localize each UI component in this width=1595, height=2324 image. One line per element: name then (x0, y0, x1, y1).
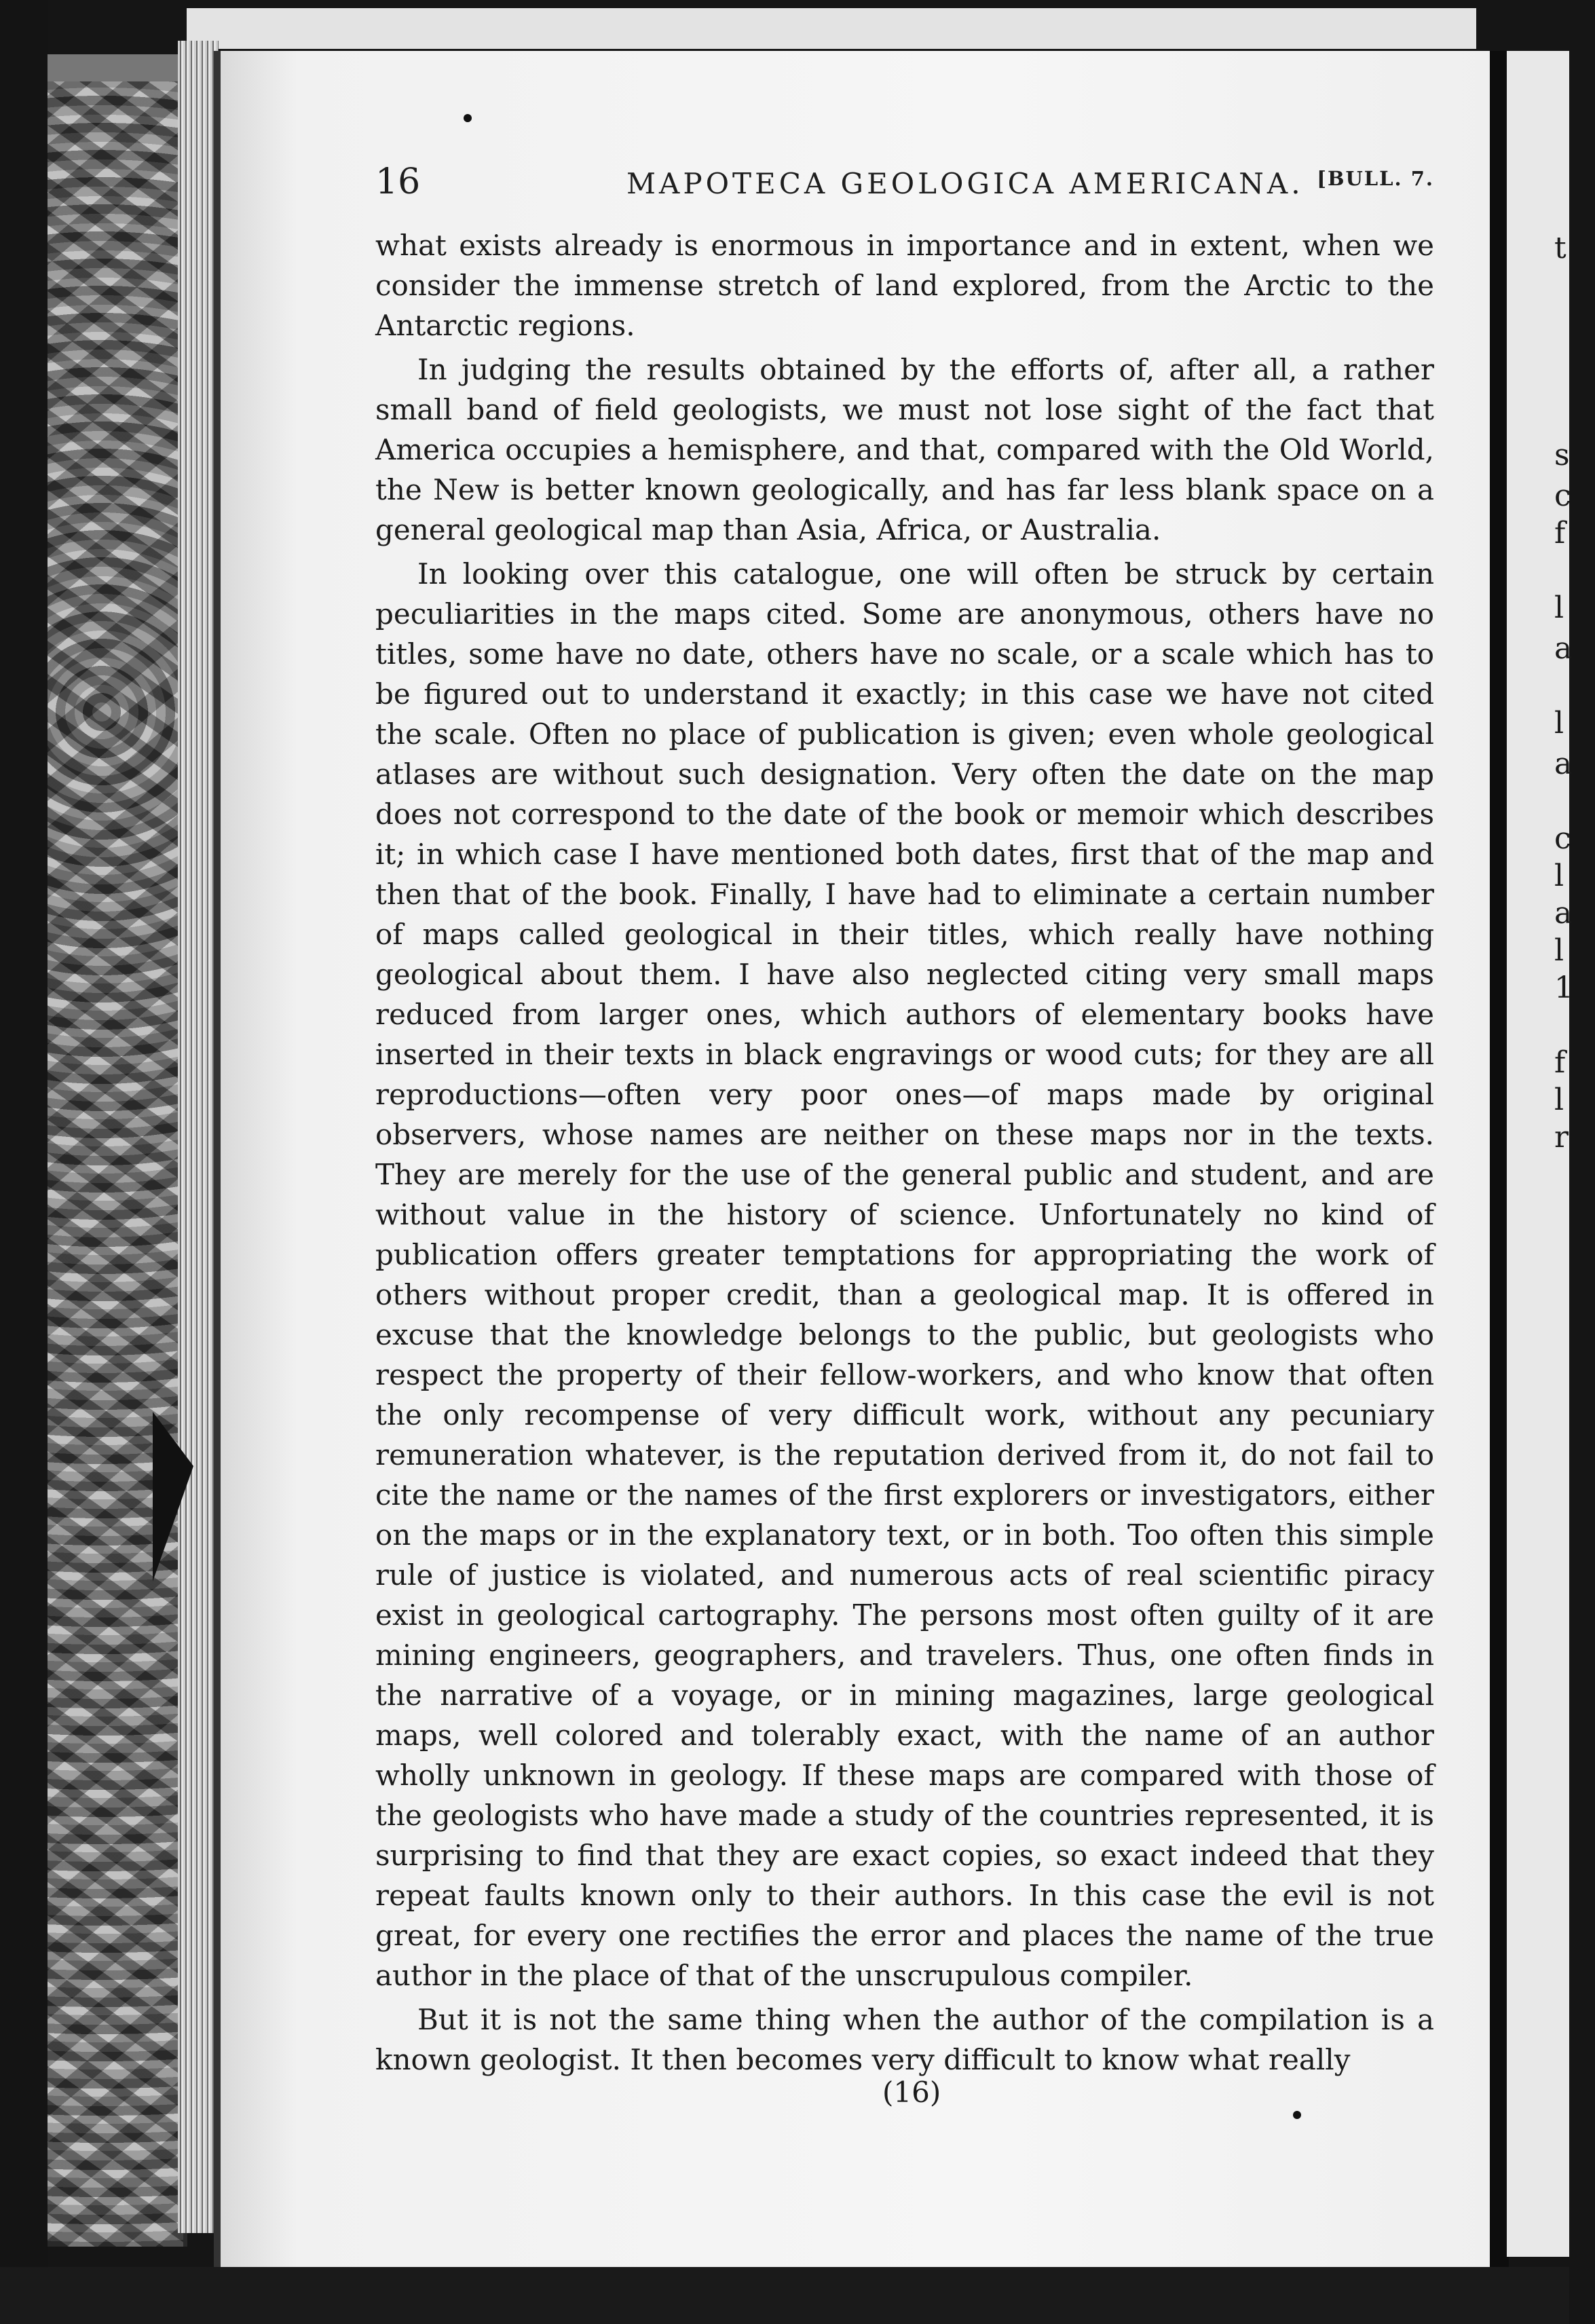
running-title: MAPOTECA GEOLOGICA AMERICANA. (626, 167, 1304, 200)
adjacent-fragment: a (1554, 896, 1573, 931)
adjacent-fragment: l (1554, 1083, 1564, 1117)
bookmark-ribbon (153, 1412, 193, 1581)
adjacent-fragment: s (1554, 438, 1570, 472)
paragraph: In judging the results obtained by the efforts of, after all, a rather small band of field geologists, we must not lose sight of the fact that America occupies a hemisphere, and that, compared with the Old World, the New is better known geologically, and has far less blank space on a general geological map than Asia, Africa, or Australia. (375, 353, 1434, 546)
binding-corner (48, 54, 190, 81)
ink-speck (1293, 2111, 1301, 2119)
page-header (375, 162, 1434, 209)
adjacent-fragment: l (1554, 706, 1564, 741)
scan-background-bottom (0, 2267, 1569, 2324)
adjacent-fragment: l (1554, 933, 1564, 968)
bulletin-label: [BULL. 7. (1317, 167, 1434, 190)
paragraph: what exists already is enormous in importance and in extent, when we consider the immense stretch of land explored, from the Arctic to the Antarctic regions. (375, 229, 1434, 342)
marbled-binding-edge (48, 54, 187, 2247)
page-stack-edges (178, 41, 219, 2233)
adjacent-fragment: a (1554, 747, 1573, 781)
paragraph: But it is not the same thing when the author of the compilation is a known geologist. It then becomes very difficult to know what really (375, 2003, 1434, 2076)
adjacent-fragment: c (1554, 479, 1571, 513)
adjacent-fragment: a (1554, 631, 1573, 666)
adjacent-fragment: 1 (1554, 971, 1573, 1005)
paragraph: In looking over this catalogue, one will often be struck by certain peculiarities in the maps cited. Some are anonymous, others have no titles, some have no date, others have no scale, or a scale which has to be figured out to understand it exactly; in this case we have not cited the scale. Often no place of publication is given; even whole geological atlases are without such designation. Very often the date on the map does not correspond to the date of the book or memoir which describes it; in which case I have mentioned both dates, first that of the map and then that of the book. Finally, I have had to eliminate a certain number of maps called geological in their titles, which really have nothing geological about them. I have also neglected citing very small maps reduced from larger ones, which authors of elementary books have inserted in their texts in black engravings or wood cuts; for they are all reproductions—often very poor ones—of maps made by original observers, whose names are neither on these maps nor in the texts. They are merely for the use of the general public and student, and are without value in the history of science. Unfortunately no kind of publication offers greater temptations for appropriating the work of others without proper credit, than a geological map. It is offered in excuse that the knowledge belongs to the public, but geologists who respect the property of their fellow-workers, and who know that often the only recompense of very difficult work, without any pecuniary remuneration whatever, is the reputation derived from it, do not fail to cite the name or the names of the first explorers or investigators, either on the maps or in the explanatory text, or in both. Too often this simple rule of justice is violated, and numerous acts of real scientific piracy exist in geological cartography. The persons most often guilty of it are mining engineers, geographers, and travelers. Thus, one often finds in the narrative of a voyage, or in mining magazines, large geological maps, well colored and tolerably exact, with the name of an author wholly unknown in geology. If these maps are compared with those of the geologists who have made a study of the countries represented, it is surprising to find that they are exact copies, so exact indeed that they repeat faults known only to their authors. In this case the evil is not great, for every one rectifies the error and places the name of the true author in the place of that of the unscrupulous compiler. (375, 557, 1434, 1992)
adjacent-fragment: l (1554, 859, 1564, 893)
adjacent-fragment: f (1554, 1045, 1566, 1080)
adjacent-fragment: t (1554, 231, 1566, 265)
page-number: 16 (375, 162, 421, 202)
adjacent-fragment: f (1554, 516, 1566, 550)
gutter-shadow (1490, 51, 1509, 2324)
footer-page-number: (16) (882, 2076, 941, 2109)
scan-background-left (0, 0, 48, 2324)
cover-top-edge (187, 8, 1476, 49)
adjacent-fragment: l (1554, 591, 1564, 625)
ink-speck (464, 114, 472, 122)
adjacent-fragment: r (1554, 1120, 1569, 1155)
body-text (375, 225, 1434, 2080)
adjacent-fragment: c (1554, 821, 1571, 856)
